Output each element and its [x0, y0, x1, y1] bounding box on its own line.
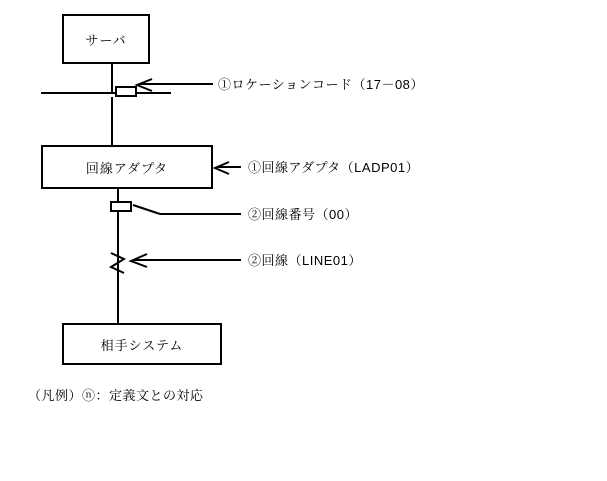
node-server-label: サーバ: [85, 32, 127, 48]
annotation-line-adapter-name: ①回線アダプタ（LADP01）: [248, 160, 420, 175]
node-peer-system-label: 相手システム: [100, 337, 184, 353]
annotation-line-number: ②回線番号（00）: [248, 207, 358, 222]
leader-line-number-diagonal: [133, 205, 160, 214]
annotation-line-name: ②回線（LINE01）: [248, 253, 362, 268]
legend-text: （凡例）ⓝ：定義文との対応: [28, 388, 204, 403]
annotation-location-code: ①ロケーションコード（17－08）: [218, 77, 424, 92]
node-line-adapter-label: 回線アダプタ: [85, 160, 169, 176]
